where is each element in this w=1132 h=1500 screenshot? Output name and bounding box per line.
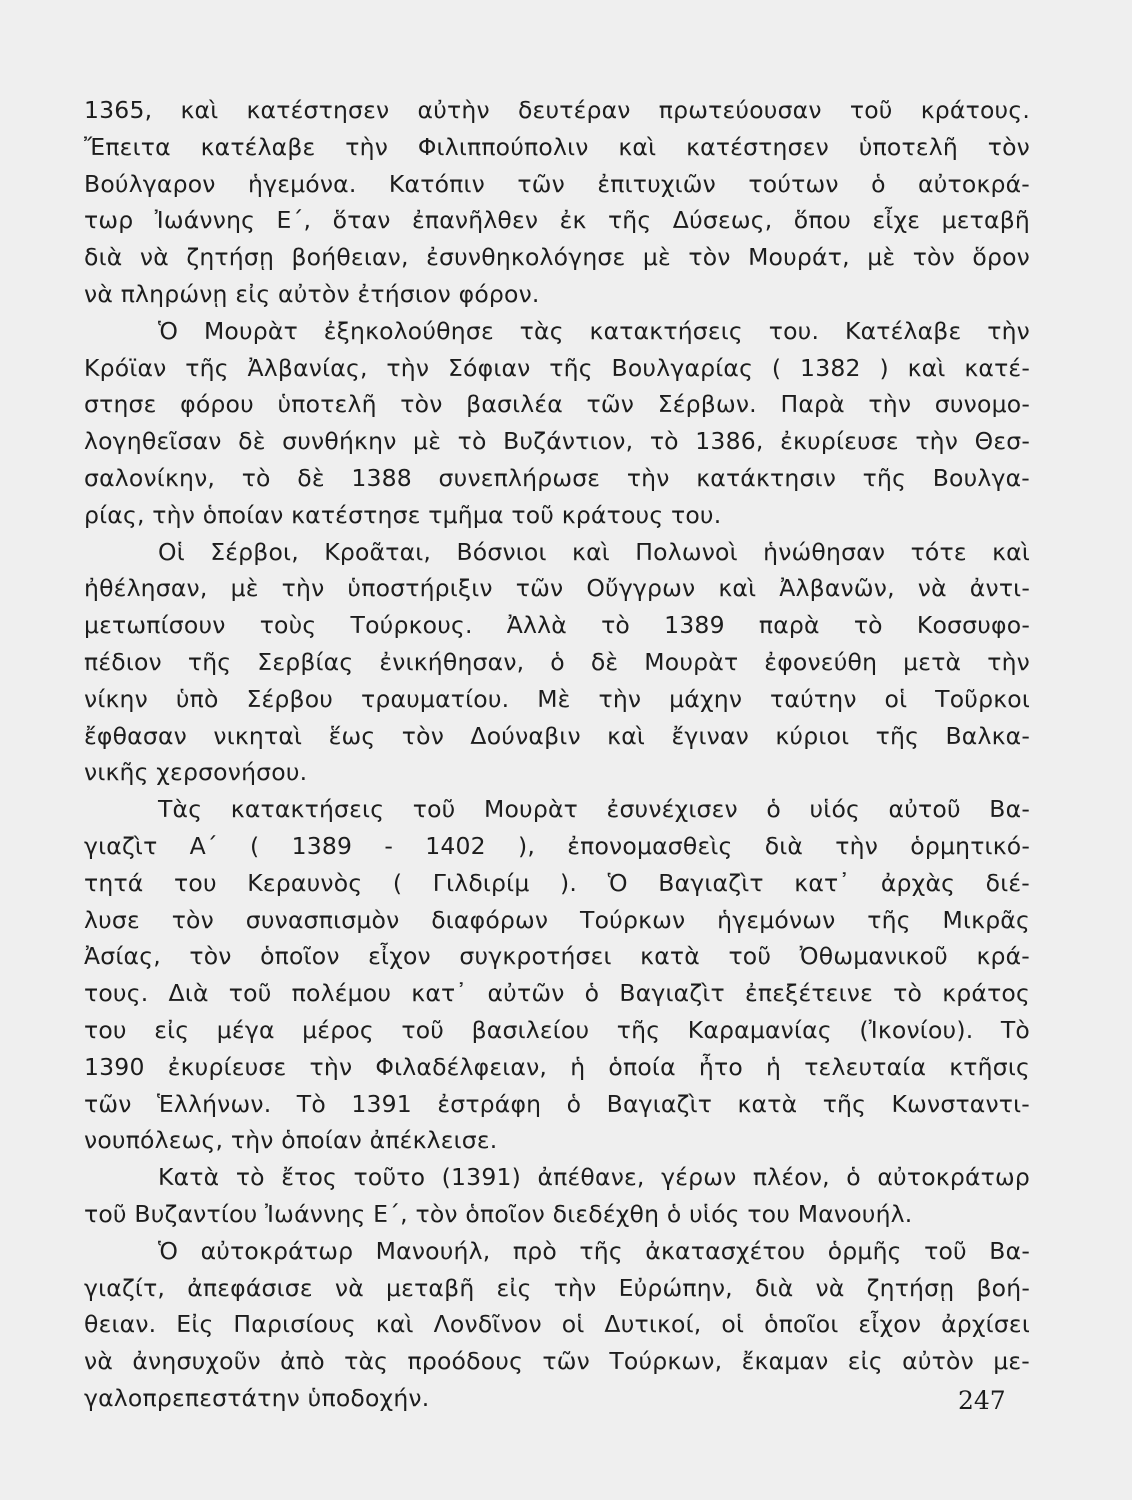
- text-line: νὰ πληρώνῃ εἰς αὐτὸν ἐτήσιον φόρον.: [84, 279, 540, 308]
- text-line: νικῆς χερσονήσου.: [84, 758, 308, 787]
- text-line: θειαν. Εἰς Παρισίους καὶ Λονδῖνον οἱ Δυτικοί, οἱ ὁποῖοι εἶχον ἀρχίσει: [84, 1310, 1030, 1339]
- text-line: τους. Διὰ τοῦ πολέμου κατ᾿ αὐτῶν ὁ Βαγιαζὶτ ἐπεξέτεινε τὸ κράτος: [84, 979, 1030, 1008]
- page-number: 247: [958, 1386, 1006, 1415]
- text-line: νὰ ἀνησυχοῦν ἀπὸ τὰς προόδους τῶν Τούρκων, ἔκαμαν εἰς αὐτὸν με-: [84, 1347, 1030, 1376]
- text-line: Ὁ αὐτοκράτωρ Μανουήλ, πρὸ τῆς ἀκατασχέτου ὁρμῆς τοῦ Βα-: [158, 1236, 1030, 1265]
- text-line: σαλονίκην, τὸ δὲ 1388 συνεπλήρωσε τὴν κατάκτησιν τῆς Βουλγα-: [84, 463, 1030, 492]
- text-line: γιαζίτ, ἀπεφάσισε νὰ μεταβῆ εἰς τὴν Εὐρώπην, διὰ νὰ ζητήσῃ βοή-: [84, 1273, 1030, 1302]
- text-line: νίκην ὑπὸ Σέρβου τραυματίου. Μὲ τὴν μάχην ταύτην οἱ Τοῦρκοι: [84, 684, 1030, 713]
- text-line: Τὰς κατακτήσεις τοῦ Μουρὰτ ἐσυνέχισεν ὁ υἱός αὐτοῦ Βα-: [158, 795, 1030, 824]
- text-line: 1365, καὶ κατέστησεν αὐτὴν δευτέραν πρωτεύουσαν τοῦ κράτους.: [84, 96, 1030, 124]
- text-line: τῶν Ἑλλήνων. Τὸ 1391 ἐστράφη ὁ Βαγιαζὶτ κατὰ τῆς Κωνσταντι-: [84, 1089, 1030, 1118]
- text-line: λογηθεῖσαν δὲ συνθήκην μὲ τὸ Βυζάντιον, τὸ 1386, ἐκυρίευσε τὴν Θεσ-: [84, 427, 1030, 456]
- text-line: Ὁ Μουρὰτ ἐξηκολούθησε τὰς κατακτήσεις του. Κατέλαβε τὴν: [158, 316, 1030, 345]
- text-line: ρίας, τὴν ὁποίαν κατέστησε τμῆμα τοῦ κράτους του.: [84, 500, 722, 529]
- text-line: Βούλγαρον ἡγεμόνα. Κατόπιν τῶν ἐπιτυχιῶν τούτων ὁ αὐτοκρά-: [84, 169, 1030, 198]
- text-line: μετωπίσουν τοὺς Τούρκους. Ἀλλὰ τὸ 1389 παρὰ τὸ Κοσσυφο-: [84, 611, 1030, 640]
- body-text: [84, 92, 1030, 1417]
- text-line: τοῦ Βυζαντίου Ἰωάννης Ε΄, τὸν ὁποῖον διεδέχθη ὁ υἱός του Μανουήλ.: [84, 1199, 913, 1228]
- text-line: Ἀσίας, τὸν ὁποῖον εἶχον συγκροτήσει κατὰ τοῦ Ὀθωμανικοῦ κρά-: [84, 942, 1030, 971]
- text-line: 1390 ἐκυρίευσε τὴν Φιλαδέλφειαν, ἡ ὁποία ἦτο ἡ τελευταία κτῆσις: [84, 1052, 1030, 1081]
- text-line: Κρόϊαν τῆς Ἀλβανίας, τὴν Σόφιαν τῆς Βουλγαρίας ( 1382 ) καὶ κατέ-: [84, 353, 1030, 382]
- text-line: τητά του Κεραυνὸς ( Γιλδιρίμ ). Ὁ Βαγιαζὶτ κατ᾿ ἀρχὰς διέ-: [84, 868, 1030, 897]
- text-line: γιαζὶτ Α΄ ( 1389 - 1402 ), ἐπονομασθεὶς διὰ τὴν ὁρμητικό-: [84, 831, 1030, 860]
- text-line: Οἱ Σέρβοι, Κροᾶται, Βόσνιοι καὶ Πολωνοὶ ἡνώθησαν τότε καὶ: [158, 537, 1030, 566]
- text-line: γαλοπρεπεστάτην ὑποδοχήν.: [84, 1383, 430, 1412]
- text-line: ἠθέλησαν, μὲ τὴν ὑποστήριξιν τῶν Οὔγγρων καὶ Ἀλβανῶν, νὰ ἀντι-: [84, 574, 1030, 603]
- text-line: του εἰς μέγα μέρος τοῦ βασιλείου τῆς Καραμανίας (Ἰκονίου). Τὸ: [84, 1015, 1030, 1044]
- text-line: ἔφθασαν νικηταὶ ἕως τὸν Δούναβιν καὶ ἔγιναν κύριοι τῆς Βαλκα-: [84, 721, 1030, 750]
- text-line: Κατὰ τὸ ἔτος τοῦτο (1391) ἀπέθανε, γέρων πλέον, ὁ αὐτοκράτωρ: [158, 1163, 1030, 1192]
- text-line: πέδιον τῆς Σερβίας ἐνικήθησαν, ὁ δὲ Μουρὰτ ἐφονεύθη μετὰ τὴν: [84, 647, 1030, 676]
- text-line: νουπόλεως, τὴν ὁποίαν ἀπέκλεισε.: [84, 1126, 498, 1155]
- text-line: τωρ Ἰωάννης Ε΄, ὅταν ἐπανῆλθεν ἐκ τῆς Δύσεως, ὅπου εἶχε μεταβῆ: [84, 206, 1030, 235]
- text-line: λυσε τὸν συνασπισμὸν διαφόρων Τούρκων ἡγεμόνων τῆς Μικρᾶς: [84, 905, 1030, 934]
- text-line: στησε φόρου ὑποτελῆ τὸν βασιλέα τῶν Σέρβων. Παρὰ τὴν συνομο-: [84, 390, 1030, 419]
- text-line: Ἔπειτα κατέλαβε τὴν Φιλιππούπολιν καὶ κατέστησεν ὑποτελῆ τὸν: [84, 132, 1030, 161]
- text-line: διὰ νὰ ζητήσῃ βοήθειαν, ἐσυνθηκολόγησε μὲ τὸν Μουράτ, μὲ τὸν ὅρον: [84, 243, 1030, 272]
